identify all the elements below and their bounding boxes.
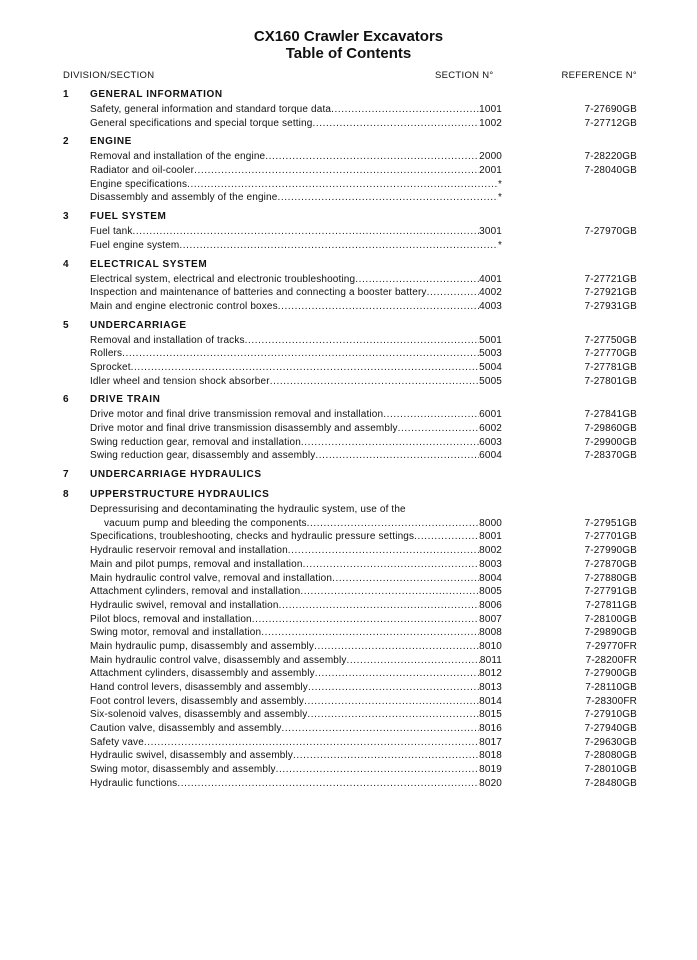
entry-section-number: * bbox=[497, 192, 502, 204]
entry-reference-number: 7-28300FR bbox=[585, 695, 637, 707]
dot-leader bbox=[427, 286, 480, 300]
dot-leader bbox=[278, 300, 479, 314]
entry-section-number: 6004 bbox=[479, 450, 502, 462]
column-header-section: SECTION N° bbox=[435, 70, 494, 81]
entry-leader-line bbox=[90, 667, 502, 681]
entry-label: Drive motor and final drive transmission disassembly and assembly bbox=[90, 423, 398, 434]
entry-label: Safety vave bbox=[90, 736, 144, 748]
toc-division bbox=[0, 89, 697, 130]
toc-entry[interactable] bbox=[0, 273, 697, 287]
document-subtitle: Table of Contents bbox=[285, 45, 412, 62]
entry-reference-number: 7-28370GB bbox=[584, 450, 637, 462]
entry-label: Engine specifications bbox=[90, 178, 188, 190]
entry-reference-number: 7-27791GB bbox=[584, 586, 637, 598]
entry-label: Main hydraulic pump, disassembly and assembly bbox=[90, 640, 315, 652]
dot-leader bbox=[265, 150, 479, 164]
division-name: UNDERCARRIAGE HYDRAULICS bbox=[90, 469, 262, 481]
entry-section-number: 8011 bbox=[479, 654, 502, 666]
toc-entry[interactable] bbox=[0, 300, 697, 314]
entry-label: Main and pilot pumps, removal and installation bbox=[90, 558, 303, 570]
dot-leader bbox=[288, 544, 479, 558]
dot-leader bbox=[383, 408, 479, 422]
entry-reference-number: 7-28480GB bbox=[584, 777, 637, 789]
document-title: CX160 Crawler Excavators bbox=[253, 28, 444, 45]
toc-entry[interactable] bbox=[0, 695, 697, 709]
division-heading[interactable] bbox=[0, 394, 697, 408]
entry-reference-number: 7-29860GB bbox=[584, 423, 637, 434]
entry-label: Drive motor and final drive transmission removal and installation bbox=[90, 409, 384, 421]
toc-division bbox=[0, 320, 697, 389]
dot-leader bbox=[187, 178, 498, 192]
entry-reference-number: 7-29770FR bbox=[585, 640, 637, 652]
toc-entry[interactable] bbox=[0, 530, 697, 544]
entry-reference-number: 7-28100GB bbox=[584, 613, 637, 625]
division-heading[interactable] bbox=[0, 469, 697, 483]
toc-entry[interactable] bbox=[0, 117, 697, 131]
entry-label: Swing reduction gear, disassembly and assembly bbox=[90, 450, 316, 462]
dot-leader bbox=[304, 695, 479, 709]
toc-entry[interactable] bbox=[0, 517, 697, 531]
division-number: 4 bbox=[63, 258, 70, 270]
toc-entry[interactable] bbox=[0, 436, 697, 450]
division-name: FUEL SYSTEM bbox=[90, 211, 167, 223]
entry-reference-number: 7-27990GB bbox=[584, 545, 637, 557]
entry-leader-line bbox=[90, 626, 502, 640]
entry-leader-line bbox=[90, 585, 502, 599]
entry-section-number: 8013 bbox=[479, 682, 502, 693]
dot-leader bbox=[252, 613, 479, 627]
toc-entry[interactable] bbox=[0, 239, 697, 253]
division-name: GENERAL INFORMATION bbox=[90, 89, 223, 100]
entry-section-number: 8003 bbox=[479, 558, 502, 570]
entry-section-number: 2000 bbox=[479, 151, 502, 163]
division-name: UNDERCARRIAGE bbox=[90, 319, 187, 331]
toc-division bbox=[0, 136, 697, 205]
toc-entry[interactable] bbox=[0, 667, 697, 681]
entry-label: Idler wheel and tension shock absorber bbox=[90, 375, 270, 387]
entry-label: Electrical system, electrical and electronic troubleshooting bbox=[90, 273, 356, 285]
entry-section-number: * bbox=[497, 239, 502, 251]
entry-leader-line bbox=[90, 361, 502, 375]
toc-entry[interactable] bbox=[0, 736, 697, 750]
toc-entry[interactable] bbox=[0, 722, 697, 736]
entry-section-number: 8005 bbox=[479, 586, 502, 598]
entry-label: Safety, general information and standard torque data bbox=[90, 104, 332, 115]
entry-section-number: 1001 bbox=[479, 104, 502, 115]
entry-leader-line bbox=[90, 599, 502, 613]
entry-label: Six-solenoid valves, disassembly and assembly bbox=[90, 709, 308, 721]
toc-division bbox=[0, 469, 697, 483]
entry-reference-number: 7-27841GB bbox=[584, 409, 637, 421]
entry-label: Main hydraulic control valve, disassembly and assembly bbox=[90, 654, 347, 666]
entry-reference-number: 7-29890GB bbox=[584, 627, 637, 639]
entry-section-number: 8014 bbox=[479, 695, 502, 707]
entry-section-number: * bbox=[497, 178, 502, 190]
entry-reference-number: 7-27870GB bbox=[584, 558, 637, 570]
entry-leader-line bbox=[90, 681, 502, 695]
entry-section-number: 3001 bbox=[479, 226, 502, 238]
dot-leader bbox=[307, 708, 479, 722]
entry-label: Swing motor, removal and installation bbox=[90, 627, 262, 639]
entry-label: General specifications and special torque setting bbox=[90, 117, 313, 129]
dot-leader bbox=[414, 530, 479, 544]
entry-reference-number: 7-27931GB bbox=[584, 300, 637, 312]
toc-entry[interactable] bbox=[0, 225, 697, 239]
entry-leader-line bbox=[90, 422, 502, 436]
entry-label: Hydraulic swivel, removal and installation bbox=[90, 599, 279, 611]
entry-reference-number: 7-27910GB bbox=[584, 709, 637, 721]
entry-leader-line bbox=[90, 178, 502, 192]
dot-leader bbox=[261, 626, 479, 640]
entry-leader-line bbox=[90, 708, 502, 722]
entry-section-number: 5004 bbox=[479, 361, 502, 373]
entry-leader-line bbox=[90, 736, 502, 750]
entry-label: Rollers bbox=[90, 348, 123, 360]
entry-section-number: 8001 bbox=[479, 531, 502, 543]
entry-label: Attachment cylinders, disassembly and assembly bbox=[90, 668, 315, 680]
entry-leader-line bbox=[90, 436, 502, 450]
division-number: 1 bbox=[63, 89, 70, 100]
toc-entry[interactable] bbox=[0, 334, 697, 348]
dot-leader bbox=[144, 736, 479, 750]
entry-leader-line bbox=[90, 572, 502, 586]
entry-reference-number: 7-27750GB bbox=[584, 334, 637, 346]
entry-leader-line bbox=[90, 777, 502, 791]
toc-entry[interactable] bbox=[0, 749, 697, 763]
toc-entry[interactable] bbox=[0, 408, 697, 422]
entry-reference-number: 7-28040GB bbox=[584, 165, 637, 177]
entry-section-number: 8016 bbox=[479, 723, 502, 735]
toc-entry[interactable] bbox=[0, 103, 697, 117]
toc-entry[interactable] bbox=[0, 286, 697, 300]
entry-label: Main hydraulic control valve, removal and installation bbox=[90, 572, 333, 584]
entry-section-number: 8019 bbox=[479, 764, 502, 776]
dot-leader bbox=[282, 722, 480, 736]
column-header-reference: REFERENCE N° bbox=[561, 70, 637, 81]
dot-leader bbox=[177, 777, 479, 791]
entry-label: Pilot blocs, removal and installation bbox=[90, 613, 252, 625]
entry-section-number: 8018 bbox=[479, 750, 502, 762]
entry-label: Hydraulic swivel, disassembly and assembly bbox=[90, 750, 294, 762]
dot-leader bbox=[122, 347, 479, 361]
entry-reference-number: 7-28200FR bbox=[585, 654, 637, 666]
entry-label: Sprocket bbox=[90, 361, 131, 373]
entry-label: Hydraulic reservoir removal and installation bbox=[90, 545, 288, 557]
entry-leader-line bbox=[90, 334, 502, 348]
entry-section-number: 8006 bbox=[479, 599, 502, 611]
entry-leader-line bbox=[90, 749, 502, 763]
entry-leader-line bbox=[90, 449, 502, 463]
dot-leader bbox=[131, 361, 479, 375]
dot-leader bbox=[312, 117, 479, 131]
dot-leader bbox=[307, 517, 479, 531]
toc-entry[interactable] bbox=[0, 191, 697, 205]
dot-leader bbox=[301, 436, 479, 450]
toc-entry[interactable] bbox=[0, 708, 697, 722]
toc-entry[interactable] bbox=[0, 164, 697, 178]
entry-leader-line bbox=[90, 191, 502, 205]
toc-division bbox=[0, 489, 697, 790]
toc-entry[interactable] bbox=[0, 681, 697, 695]
entry-label: Removal and installation of the engine bbox=[90, 151, 266, 163]
division-name: UPPERSTRUCTURE HYDRAULICS bbox=[90, 489, 270, 501]
division-heading[interactable] bbox=[0, 259, 697, 273]
entry-section-number: 5005 bbox=[479, 375, 502, 387]
entry-leader-line bbox=[90, 722, 502, 736]
division-heading[interactable] bbox=[0, 211, 697, 225]
division-number: 2 bbox=[63, 136, 70, 148]
division-heading[interactable] bbox=[0, 489, 697, 503]
entry-leader-line bbox=[90, 103, 502, 117]
entry-section-number: 6002 bbox=[479, 423, 502, 434]
entry-label: Radiator and oil-cooler bbox=[90, 165, 195, 177]
toc-entry[interactable] bbox=[0, 626, 697, 640]
entry-leader-line bbox=[90, 273, 502, 287]
entry-section-number: 8020 bbox=[479, 777, 502, 789]
entry-leader-line bbox=[90, 517, 502, 531]
dot-leader bbox=[303, 558, 480, 572]
dot-leader bbox=[132, 225, 479, 239]
dot-leader bbox=[179, 239, 498, 253]
entry-reference-number: 7-27900GB bbox=[584, 668, 637, 680]
column-header-division: DIVISION/SECTION bbox=[63, 70, 155, 81]
entry-reference-number: 7-28010GB bbox=[584, 764, 637, 776]
dot-leader bbox=[270, 375, 479, 389]
entry-label: Swing reduction gear, removal and installation bbox=[90, 436, 301, 448]
toc-entry[interactable] bbox=[0, 599, 697, 613]
entry-label: Depressurising and decontaminating the hydraulic system, use of the bbox=[90, 504, 406, 516]
division-name: ELECTRICAL SYSTEM bbox=[90, 258, 208, 270]
dot-leader bbox=[194, 164, 479, 178]
entry-label: vacuum pump and bleeding the components bbox=[104, 517, 307, 529]
division-number: 5 bbox=[63, 319, 70, 331]
toc-entry[interactable] bbox=[0, 347, 697, 361]
dot-leader bbox=[245, 334, 480, 348]
entry-label: Foot control levers, disassembly and assembly bbox=[90, 695, 305, 707]
entry-section-number: 1002 bbox=[479, 117, 502, 129]
entry-leader-line bbox=[90, 117, 502, 131]
entry-leader-line bbox=[90, 164, 502, 178]
toc-entry-preline bbox=[0, 503, 697, 517]
dot-leader bbox=[398, 422, 479, 436]
toc-entry[interactable] bbox=[0, 640, 697, 654]
entry-leader-line bbox=[90, 640, 502, 654]
division-number: 7 bbox=[63, 469, 70, 481]
toc-entry[interactable] bbox=[0, 558, 697, 572]
entry-section-number: 5003 bbox=[479, 348, 502, 360]
toc-division bbox=[0, 211, 697, 252]
toc-entry[interactable] bbox=[0, 178, 697, 192]
entry-leader-line bbox=[90, 763, 502, 777]
entry-section-number: 8017 bbox=[479, 736, 502, 748]
division-heading[interactable] bbox=[0, 89, 697, 103]
entry-reference-number: 7-27721GB bbox=[584, 273, 637, 285]
entry-label: Hand control levers, disassembly and assembly bbox=[90, 682, 308, 693]
toc-entry[interactable] bbox=[0, 654, 697, 668]
entry-reference-number: 7-27951GB bbox=[584, 517, 637, 529]
division-heading[interactable] bbox=[0, 136, 697, 150]
entry-leader-line bbox=[90, 613, 502, 627]
entry-reference-number: 7-27701GB bbox=[584, 531, 637, 543]
entry-reference-number: 7-29630GB bbox=[584, 736, 637, 748]
toc-entry[interactable] bbox=[0, 150, 697, 164]
entry-reference-number: 7-27940GB bbox=[584, 723, 637, 735]
entry-leader-line bbox=[90, 239, 502, 253]
dot-leader bbox=[331, 103, 479, 117]
toc-entry[interactable] bbox=[0, 361, 697, 375]
dot-leader bbox=[315, 449, 479, 463]
entry-reference-number: 7-27801GB bbox=[584, 375, 637, 387]
entry-label: Inspection and maintenance of batteries and connecting a booster battery bbox=[90, 287, 427, 299]
entry-reference-number: 7-29900GB bbox=[584, 436, 637, 448]
dot-leader bbox=[347, 654, 480, 668]
dot-leader bbox=[315, 667, 479, 681]
toc-entry[interactable] bbox=[0, 585, 697, 599]
toc-entry[interactable] bbox=[0, 572, 697, 586]
entry-reference-number: 7-27921GB bbox=[584, 287, 637, 299]
toc-entry[interactable] bbox=[0, 449, 697, 463]
division-heading[interactable] bbox=[0, 320, 697, 334]
division-number: 8 bbox=[63, 489, 70, 501]
division-name: DRIVE TRAIN bbox=[90, 394, 161, 406]
toc-entry[interactable] bbox=[0, 544, 697, 558]
entry-leader-line bbox=[90, 695, 502, 709]
entry-section-number: 4002 bbox=[479, 287, 502, 299]
entry-label: Fuel engine system bbox=[90, 239, 180, 251]
division-number: 3 bbox=[63, 211, 70, 223]
division-number: 6 bbox=[63, 394, 70, 406]
entry-reference-number: 7-27690GB bbox=[584, 104, 637, 115]
entry-reference-number: 7-27811GB bbox=[585, 599, 637, 611]
entry-reference-number: 7-28220GB bbox=[584, 151, 637, 163]
entry-label: Fuel tank bbox=[90, 226, 133, 238]
dot-leader bbox=[276, 763, 480, 777]
entry-leader-line bbox=[90, 150, 502, 164]
entry-section-number: 4003 bbox=[479, 300, 502, 312]
division-name: ENGINE bbox=[90, 136, 132, 148]
entry-section-number: 8008 bbox=[479, 627, 502, 639]
entry-leader-line bbox=[90, 286, 502, 300]
dot-leader bbox=[332, 572, 479, 586]
entry-leader-line bbox=[90, 558, 502, 572]
entry-leader-line bbox=[90, 300, 502, 314]
entry-section-number: 8007 bbox=[479, 613, 502, 625]
entry-section-number: 4001 bbox=[479, 273, 502, 285]
entry-section-number: 8000 bbox=[479, 517, 502, 529]
entry-reference-number: 7-27880GB bbox=[584, 572, 637, 584]
entry-leader-line bbox=[90, 408, 502, 422]
entry-section-number: 6003 bbox=[479, 436, 502, 448]
toc-division bbox=[0, 394, 697, 463]
entry-leader-line bbox=[90, 375, 502, 389]
dot-leader bbox=[308, 681, 479, 695]
entry-label: Removal and installation of tracks bbox=[90, 334, 245, 346]
dot-leader bbox=[355, 273, 479, 287]
entry-section-number: 8015 bbox=[479, 709, 502, 721]
entry-label: Swing motor, disassembly and assembly bbox=[90, 764, 276, 776]
entry-leader-line bbox=[90, 544, 502, 558]
dot-leader bbox=[277, 191, 497, 205]
toc-entry[interactable] bbox=[0, 777, 697, 791]
entry-label: Disassembly and assembly of the engine bbox=[90, 192, 278, 204]
entry-reference-number: 7-27770GB bbox=[584, 348, 637, 360]
dot-leader bbox=[293, 749, 479, 763]
entry-section-number: 6001 bbox=[479, 409, 502, 421]
entry-reference-number: 7-28080GB bbox=[584, 750, 637, 762]
entry-reference-number: 7-27781GB bbox=[584, 361, 637, 373]
dot-leader bbox=[314, 640, 479, 654]
dot-leader bbox=[300, 585, 479, 599]
toc-entry[interactable] bbox=[0, 763, 697, 777]
toc-entry[interactable] bbox=[0, 375, 697, 389]
dot-leader bbox=[279, 599, 480, 613]
toc-entry[interactable] bbox=[0, 613, 697, 627]
entry-reference-number: 7-27712GB bbox=[584, 117, 637, 129]
toc-division bbox=[0, 259, 697, 314]
entry-section-number: 8004 bbox=[479, 572, 502, 584]
entry-leader-line bbox=[90, 347, 502, 361]
entry-reference-number: 7-27970GB bbox=[584, 226, 637, 238]
entry-section-number: 2001 bbox=[479, 165, 502, 177]
entry-section-number: 8010 bbox=[479, 640, 502, 652]
entry-section-number: 8002 bbox=[479, 545, 502, 557]
entry-label: Attachment cylinders, removal and installation bbox=[90, 586, 301, 598]
entry-leader-line bbox=[90, 225, 502, 239]
toc-entry[interactable] bbox=[0, 422, 697, 436]
entry-section-number: 5001 bbox=[479, 334, 502, 346]
entry-label: Caution valve, disassembly and assembly bbox=[90, 723, 282, 735]
entry-label: Specifications, troubleshooting, checks and hydraulic pressure settings bbox=[90, 531, 415, 543]
entry-label: Main and engine electronic control boxes bbox=[90, 300, 278, 312]
entry-leader-line bbox=[90, 654, 502, 668]
table-of-contents bbox=[0, 89, 697, 797]
entry-section-number: 8012 bbox=[479, 668, 502, 680]
entry-leader-line bbox=[90, 530, 502, 544]
entry-label: Hydraulic functions bbox=[90, 777, 178, 789]
entry-reference-number: 7-28110GB bbox=[585, 682, 637, 693]
